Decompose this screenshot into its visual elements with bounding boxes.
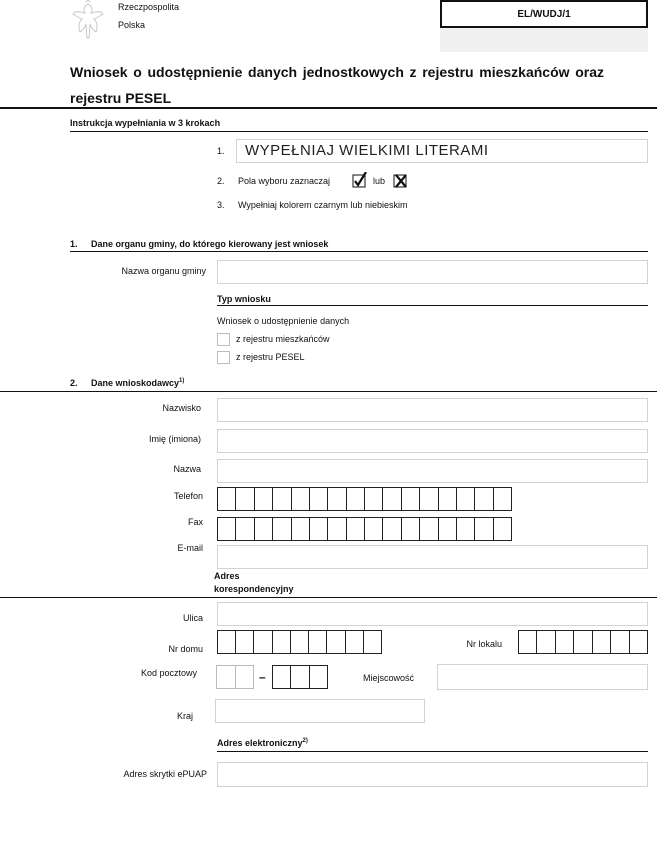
- flat-number-input[interactable]: [518, 630, 648, 654]
- surname-input[interactable]: [217, 398, 648, 422]
- authority-name-input[interactable]: [217, 260, 648, 284]
- street-input[interactable]: [217, 602, 648, 626]
- epuap-input[interactable]: [217, 762, 648, 787]
- country-name-line1: Rzeczpospolita: [118, 2, 180, 12]
- electronic-address-divider: [217, 751, 648, 752]
- section2-heading-text: Dane wnioskodawcy: [91, 378, 180, 388]
- name-label: Nazwa: [173, 464, 201, 474]
- section2-divider: [0, 391, 657, 392]
- firstname-input[interactable]: [217, 429, 648, 453]
- electronic-address-heading-text: Adres elektroniczny: [217, 738, 303, 748]
- page-title-line2: rejestru PESEL: [70, 90, 172, 106]
- authority-name-label: Nazwa organu gminy: [121, 266, 206, 276]
- step2-text: Pola wyboru zaznaczaj: [238, 176, 331, 186]
- fax-label: Fax: [187, 517, 203, 527]
- street-label: Ulica: [182, 613, 203, 623]
- address-heading-line1: Adres: [214, 571, 240, 581]
- country-name-line2: Polska: [118, 20, 146, 30]
- city-input[interactable]: [437, 664, 648, 690]
- step2-number: 2.: [217, 176, 225, 186]
- country-label: Kraj: [176, 711, 193, 721]
- register-pesel-checkbox[interactable]: [217, 351, 230, 364]
- step1-number: 1.: [217, 146, 225, 156]
- instructions-heading: Instrukcja wypełniania w 3 krokach: [70, 118, 221, 128]
- step3-number: 3.: [217, 200, 225, 210]
- title-divider: [0, 107, 657, 109]
- section1-number: 1.: [70, 239, 78, 249]
- request-type-intro: Wniosek o udostępnienie danych: [217, 316, 350, 326]
- city-label: Miejscowość: [363, 673, 415, 683]
- flat-number-label: Nr lokalu: [466, 639, 502, 649]
- register-pesel-label: z rejestru PESEL: [236, 352, 305, 362]
- step2-or: lub: [373, 176, 386, 186]
- section2-heading: [91, 378, 184, 388]
- electronic-address-heading: [217, 738, 308, 748]
- step1-example-box: WYPEŁNIAJ WIELKIMI LITERAMI: [236, 139, 648, 163]
- request-type-heading: Typ wniosku: [217, 294, 271, 304]
- address-divider: [0, 597, 657, 598]
- surname-label: Nazwisko: [162, 403, 201, 413]
- cross-example-icon: [393, 172, 409, 188]
- phone-label: Telefon: [173, 491, 203, 501]
- register-residents-checkbox[interactable]: [217, 333, 230, 346]
- eagle-emblem-icon: [70, 0, 106, 42]
- house-number-input[interactable]: [217, 630, 382, 654]
- house-number-label: Nr domu: [168, 644, 203, 654]
- section2-footnote-ref: 1): [179, 378, 185, 384]
- step3-text: Wypełniaj kolorem czarnym lub niebieskim: [238, 200, 408, 210]
- email-input[interactable]: [217, 545, 648, 569]
- address-heading-line2: korespondencyjny: [214, 584, 294, 594]
- request-type-divider: [217, 305, 648, 306]
- section1-heading: Dane organu gminy, do którego kierowany jest wniosek: [91, 239, 329, 249]
- country-input[interactable]: [215, 699, 425, 723]
- form-code: EL/WUDJ/1: [440, 0, 648, 28]
- postcode-part1-input[interactable]: [216, 665, 254, 689]
- epuap-label: Adres skrytki ePUAP: [123, 769, 207, 779]
- section2-number: 2.: [70, 378, 78, 388]
- postcode-dash: –: [259, 670, 266, 684]
- page-title-line1: Wniosek o udostępnienie danych jednostkowych z rejestru mieszkańców oraz: [70, 64, 604, 80]
- firstname-label: Imię (imiona): [148, 434, 201, 444]
- fax-input[interactable]: [217, 517, 512, 541]
- phone-input[interactable]: [217, 487, 512, 511]
- instructions-divider: [70, 131, 648, 132]
- section1-divider: [70, 251, 648, 252]
- postcode-part2-input[interactable]: [272, 665, 328, 689]
- postcode-label: Kod pocztowy: [140, 668, 197, 678]
- name-input[interactable]: [217, 459, 648, 483]
- email-label: E-mail: [177, 543, 203, 553]
- electronic-address-footnote-ref: 2): [302, 738, 308, 744]
- checkmark-example-icon: [352, 172, 368, 188]
- register-residents-label: z rejestru mieszkańców: [236, 334, 330, 344]
